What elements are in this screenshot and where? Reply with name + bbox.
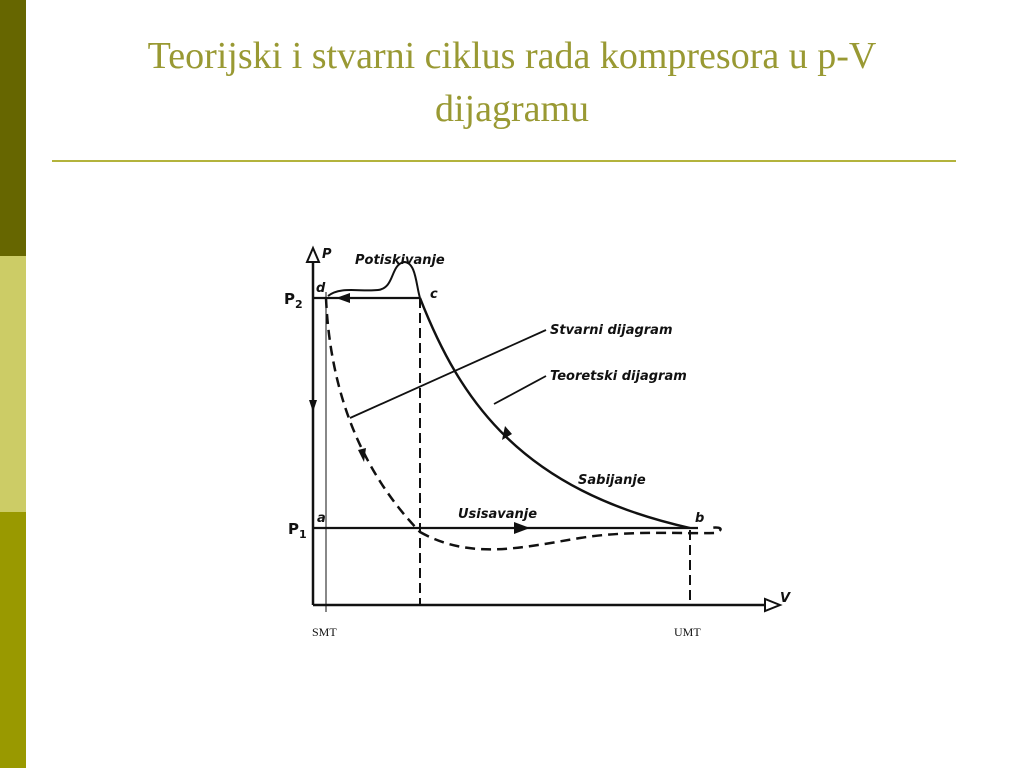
teoretski-dijagram-label: Teoretski dijagram [550,369,687,384]
usisavanje-label: Usisavanje [458,507,538,522]
p1-label [288,520,307,541]
suction-arrow [514,522,530,534]
slide-title-line-2: dijagramu [434,88,590,130]
slide-title-line-1: Teorijski i stvarni ciklus rada kompresora u p-V [147,35,877,77]
potiskivanje-label: Potiskivanje [355,253,445,268]
v-axis-arrow [765,599,780,611]
p1-subscript: 1 [299,528,307,541]
p2-subscript: 2 [295,298,303,311]
real-suction-curve [420,527,721,549]
p2-label [284,290,303,311]
axis-p-label: P [322,247,332,262]
teoretski-leader-line [494,376,546,404]
umt-label: UMT [674,625,701,639]
p1-letter: P [288,520,299,538]
p-axis-flow-arrow [309,400,317,412]
sabijanje-label: Sabijanje [578,473,646,488]
smt-label: SMT [312,625,337,639]
point-c-label: c [430,287,438,302]
p-axis-arrow [307,248,319,262]
real-expansion-curve [326,298,420,532]
point-b-label: b [695,511,705,526]
p2-letter: P [284,290,295,308]
expansion-arrow [358,448,366,462]
axis-v-label: V [780,591,791,606]
stvarni-dijagram-label: Stvarni dijagram [550,323,673,338]
point-d-label: d [316,281,326,296]
stvarni-leader-line [350,330,546,418]
discharge-arrow [336,293,350,303]
point-a-label: a [317,511,326,526]
